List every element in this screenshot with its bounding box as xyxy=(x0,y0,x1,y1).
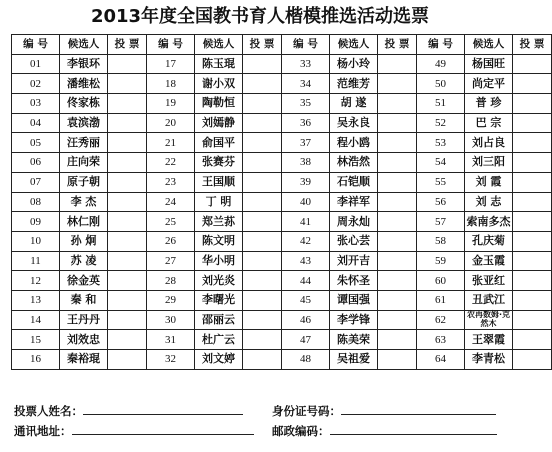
candidate-number: 46 xyxy=(282,310,330,330)
candidate-number: 62 xyxy=(417,310,465,330)
vote-box[interactable] xyxy=(513,54,552,74)
vote-box[interactable] xyxy=(108,113,147,133)
candidate-number: 16 xyxy=(12,350,60,370)
vote-box[interactable] xyxy=(378,153,417,173)
ballot-body xyxy=(12,54,552,369)
candidate-number: 31 xyxy=(147,330,195,350)
header-number: 编 号 xyxy=(417,35,465,55)
candidate-name: 吴永良 xyxy=(330,113,378,133)
candidate-number: 55 xyxy=(417,172,465,192)
vote-box[interactable] xyxy=(243,94,282,114)
vote-box[interactable] xyxy=(378,54,417,74)
candidate-name: 杨小玲 xyxy=(330,54,378,74)
id-number-label: 身份证号码： xyxy=(272,404,341,418)
candidate-number: 28 xyxy=(147,271,195,291)
vote-box[interactable] xyxy=(513,133,552,153)
header-number: 编 号 xyxy=(12,35,60,55)
candidate-number: 23 xyxy=(147,172,195,192)
vote-box[interactable] xyxy=(243,133,282,153)
table-row xyxy=(12,271,552,291)
candidate-number: 57 xyxy=(417,212,465,232)
candidate-number: 17 xyxy=(147,54,195,74)
candidate-number: 48 xyxy=(282,350,330,370)
candidate-number: 41 xyxy=(282,212,330,232)
vote-box[interactable] xyxy=(513,212,552,232)
candidate-number: 40 xyxy=(282,192,330,212)
vote-box[interactable] xyxy=(513,271,552,291)
vote-box[interactable] xyxy=(378,310,417,330)
candidate-number: 27 xyxy=(147,251,195,271)
candidate-number: 22 xyxy=(147,153,195,173)
candidate-name: 袁滨渤 xyxy=(60,113,108,133)
candidate-number: 32 xyxy=(147,350,195,370)
candidate-name: 范维芳 xyxy=(330,74,378,94)
candidate-number: 35 xyxy=(282,94,330,114)
candidate-name: 秦裕琨 xyxy=(60,350,108,370)
candidate-name: 王翠霞 xyxy=(465,330,513,350)
candidate-name: 张心芸 xyxy=(330,231,378,251)
candidate-name: 朱怀圣 xyxy=(330,271,378,291)
candidate-name: 刘嫣静 xyxy=(195,113,243,133)
candidate-name: 刘占良 xyxy=(465,133,513,153)
header-candidate: 候选人 xyxy=(60,35,108,55)
candidate-number: 60 xyxy=(417,271,465,291)
candidate-name: 谢小双 xyxy=(195,74,243,94)
vote-box[interactable] xyxy=(378,74,417,94)
candidate-name: 刘 霞 xyxy=(465,172,513,192)
header-candidate: 候选人 xyxy=(330,35,378,55)
candidate-name: 农再数姆·克然木 xyxy=(465,310,513,330)
vote-box[interactable] xyxy=(378,231,417,251)
vote-box[interactable] xyxy=(108,271,147,291)
candidate-number: 39 xyxy=(282,172,330,192)
vote-box[interactable] xyxy=(243,350,282,370)
candidate-number: 56 xyxy=(417,192,465,212)
candidate-number: 19 xyxy=(147,94,195,114)
candidate-name: 吴祖爱 xyxy=(330,350,378,370)
vote-box[interactable] xyxy=(378,212,417,232)
candidate-name: 周永灿 xyxy=(330,212,378,232)
candidate-name: 普 珍 xyxy=(465,94,513,114)
ballot-title: 2013年度全国教书育人楷模推选活动选票 xyxy=(90,6,430,27)
candidate-number: 15 xyxy=(12,330,60,350)
candidate-number: 01 xyxy=(12,54,60,74)
candidate-name: 李曙光 xyxy=(195,290,243,310)
header-number: 编 号 xyxy=(147,35,195,55)
table-row xyxy=(12,54,552,74)
id-number-field[interactable] xyxy=(341,402,496,415)
candidate-name: 刘开吉 xyxy=(330,251,378,271)
vote-box[interactable] xyxy=(108,350,147,370)
table-row xyxy=(12,350,552,370)
vote-box[interactable] xyxy=(513,310,552,330)
candidate-name: 李银环 xyxy=(60,54,108,74)
vote-box[interactable] xyxy=(108,330,147,350)
vote-box[interactable] xyxy=(513,74,552,94)
vote-box[interactable] xyxy=(243,172,282,192)
candidate-name: 陈玉琨 xyxy=(195,54,243,74)
candidate-number: 51 xyxy=(417,94,465,114)
candidate-name: 孔庆菊 xyxy=(465,231,513,251)
candidate-number: 26 xyxy=(147,231,195,251)
vote-box[interactable] xyxy=(108,153,147,173)
candidate-number: 43 xyxy=(282,251,330,271)
candidate-number: 54 xyxy=(417,153,465,173)
vote-box[interactable] xyxy=(108,54,147,74)
candidate-name: 林浩然 xyxy=(330,153,378,173)
candidate-name: 杜广云 xyxy=(195,330,243,350)
vote-box[interactable] xyxy=(513,94,552,114)
candidate-name: 徐金英 xyxy=(60,271,108,291)
voter-name-label: 投票人姓名： xyxy=(14,404,83,418)
vote-box[interactable] xyxy=(513,172,552,192)
candidate-number: 37 xyxy=(282,133,330,153)
candidate-number: 03 xyxy=(12,94,60,114)
candidate-number: 20 xyxy=(147,113,195,133)
vote-box[interactable] xyxy=(378,172,417,192)
header-vote: 投 票 xyxy=(243,35,282,55)
address-field[interactable] xyxy=(72,422,254,435)
vote-box[interactable] xyxy=(243,251,282,271)
candidate-number: 11 xyxy=(12,251,60,271)
candidate-name: 张赛芬 xyxy=(195,153,243,173)
vote-box[interactable] xyxy=(108,251,147,271)
candidate-number: 44 xyxy=(282,271,330,291)
vote-box[interactable] xyxy=(378,290,417,310)
candidate-number: 61 xyxy=(417,290,465,310)
header-vote: 投 票 xyxy=(513,35,552,55)
candidate-number: 52 xyxy=(417,113,465,133)
candidate-name: 刘文婷 xyxy=(195,350,243,370)
vote-box[interactable] xyxy=(243,271,282,291)
postcode-label: 邮政编码： xyxy=(272,424,330,438)
candidate-name: 杨国旺 xyxy=(465,54,513,74)
vote-box[interactable] xyxy=(513,192,552,212)
candidate-name: 林仁刚 xyxy=(60,212,108,232)
candidate-name: 刘 志 xyxy=(465,192,513,212)
candidate-name: 索南多杰 xyxy=(465,212,513,232)
vote-box[interactable] xyxy=(378,251,417,271)
vote-box[interactable] xyxy=(243,212,282,232)
candidate-number: 36 xyxy=(282,113,330,133)
vote-box[interactable] xyxy=(378,133,417,153)
vote-box[interactable] xyxy=(513,231,552,251)
vote-box[interactable] xyxy=(513,113,552,133)
candidate-name: 刘效忠 xyxy=(60,330,108,350)
vote-box[interactable] xyxy=(108,133,147,153)
candidate-number: 12 xyxy=(12,271,60,291)
candidate-number: 42 xyxy=(282,231,330,251)
candidate-name: 陶勒恒 xyxy=(195,94,243,114)
vote-box[interactable] xyxy=(378,192,417,212)
candidate-name: 孙 炯 xyxy=(60,231,108,251)
candidate-name: 李学锋 xyxy=(330,310,378,330)
vote-box[interactable] xyxy=(513,290,552,310)
table-row xyxy=(12,153,552,173)
vote-box[interactable] xyxy=(513,330,552,350)
vote-box[interactable] xyxy=(108,290,147,310)
vote-box[interactable] xyxy=(108,172,147,192)
vote-box[interactable] xyxy=(108,94,147,114)
candidate-number: 49 xyxy=(417,54,465,74)
candidate-number: 30 xyxy=(147,310,195,330)
candidate-number: 06 xyxy=(12,153,60,173)
candidate-name: 邵丽云 xyxy=(195,310,243,330)
candidate-name: 王丹丹 xyxy=(60,310,108,330)
candidate-name: 秦 和 xyxy=(60,290,108,310)
vote-box[interactable] xyxy=(378,94,417,114)
header-candidate: 候选人 xyxy=(465,35,513,55)
ballot-table xyxy=(11,34,552,370)
candidate-number: 05 xyxy=(12,133,60,153)
header-vote: 投 票 xyxy=(378,35,417,55)
candidate-number: 02 xyxy=(12,74,60,94)
table-row xyxy=(12,231,552,251)
address-row xyxy=(14,422,254,440)
vote-box[interactable] xyxy=(243,310,282,330)
vote-box[interactable] xyxy=(243,330,282,350)
voter-info xyxy=(0,400,520,450)
vote-box[interactable] xyxy=(243,54,282,74)
vote-box[interactable] xyxy=(108,192,147,212)
candidate-name: 巴 宗 xyxy=(465,113,513,133)
candidate-name: 金玉霞 xyxy=(465,251,513,271)
candidate-name: 俞国平 xyxy=(195,133,243,153)
candidate-number: 08 xyxy=(12,192,60,212)
vote-box[interactable] xyxy=(108,310,147,330)
vote-box[interactable] xyxy=(243,74,282,94)
table-row xyxy=(12,212,552,232)
candidate-name: 王国顺 xyxy=(195,172,243,192)
candidate-number: 07 xyxy=(12,172,60,192)
candidate-number: 64 xyxy=(417,350,465,370)
candidate-number: 09 xyxy=(12,212,60,232)
candidate-number: 47 xyxy=(282,330,330,350)
candidate-name: 张亚红 xyxy=(465,271,513,291)
candidate-number: 25 xyxy=(147,212,195,232)
candidate-number: 38 xyxy=(282,153,330,173)
vote-box[interactable] xyxy=(513,350,552,370)
candidate-number: 34 xyxy=(282,74,330,94)
candidate-number: 21 xyxy=(147,133,195,153)
candidate-name: 郑兰荪 xyxy=(195,212,243,232)
candidate-name: 潘维松 xyxy=(60,74,108,94)
candidate-name: 华小明 xyxy=(195,251,243,271)
voter-name-field[interactable] xyxy=(83,402,243,415)
header-row xyxy=(12,35,552,55)
candidate-number: 53 xyxy=(417,133,465,153)
table-row xyxy=(12,113,552,133)
candidate-name: 刘三阳 xyxy=(465,153,513,173)
candidate-name: 陈文明 xyxy=(195,231,243,251)
candidate-name: 程小鸥 xyxy=(330,133,378,153)
vote-box[interactable] xyxy=(243,290,282,310)
candidate-name: 李青松 xyxy=(465,350,513,370)
candidate-name: 庄向荣 xyxy=(60,153,108,173)
candidate-number: 58 xyxy=(417,231,465,251)
candidate-number: 59 xyxy=(417,251,465,271)
vote-box[interactable] xyxy=(378,330,417,350)
candidate-name: 石铠顺 xyxy=(330,172,378,192)
candidate-number: 10 xyxy=(12,231,60,251)
candidate-name: 丑武江 xyxy=(465,290,513,310)
candidate-name: 刘光炎 xyxy=(195,271,243,291)
table-row xyxy=(12,310,552,330)
table-row xyxy=(12,251,552,271)
address-label: 通讯地址： xyxy=(14,424,72,438)
header-number: 编 号 xyxy=(282,35,330,55)
candidate-number: 13 xyxy=(12,290,60,310)
vote-box[interactable] xyxy=(513,153,552,173)
table-row xyxy=(12,192,552,212)
vote-box[interactable] xyxy=(108,231,147,251)
table-row xyxy=(12,133,552,153)
table-row xyxy=(12,330,552,350)
candidate-number: 29 xyxy=(147,290,195,310)
candidate-number: 45 xyxy=(282,290,330,310)
candidate-number: 33 xyxy=(282,54,330,74)
candidate-name: 佟家栋 xyxy=(60,94,108,114)
candidate-name: 谭国强 xyxy=(330,290,378,310)
candidate-number: 04 xyxy=(12,113,60,133)
candidate-name: 尚定平 xyxy=(465,74,513,94)
postcode-field[interactable] xyxy=(330,422,497,435)
vote-box[interactable] xyxy=(243,231,282,251)
header-vote: 投 票 xyxy=(108,35,147,55)
vote-box[interactable] xyxy=(378,113,417,133)
vote-box[interactable] xyxy=(378,350,417,370)
id-number-row xyxy=(272,402,496,420)
candidate-name: 胡 遂 xyxy=(330,94,378,114)
candidate-name: 陈美荣 xyxy=(330,330,378,350)
vote-box[interactable] xyxy=(108,74,147,94)
vote-box[interactable] xyxy=(243,153,282,173)
vote-box[interactable] xyxy=(108,212,147,232)
candidate-number: 63 xyxy=(417,330,465,350)
vote-box[interactable] xyxy=(378,271,417,291)
candidate-number: 14 xyxy=(12,310,60,330)
table-row xyxy=(12,172,552,192)
table-row xyxy=(12,94,552,114)
table-row xyxy=(12,290,552,310)
candidate-number: 18 xyxy=(147,74,195,94)
header-candidate: 候选人 xyxy=(195,35,243,55)
candidate-number: 50 xyxy=(417,74,465,94)
candidate-number: 24 xyxy=(147,192,195,212)
vote-box[interactable] xyxy=(513,251,552,271)
candidate-name: 苏 凌 xyxy=(60,251,108,271)
vote-box[interactable] xyxy=(243,192,282,212)
vote-box[interactable] xyxy=(243,113,282,133)
postcode-row xyxy=(272,422,497,440)
candidate-name: 李祥军 xyxy=(330,192,378,212)
candidate-name: 丁 明 xyxy=(195,192,243,212)
candidate-name: 原子朝 xyxy=(60,172,108,192)
table-row xyxy=(12,74,552,94)
candidate-name: 汪秀丽 xyxy=(60,133,108,153)
candidate-name: 李 杰 xyxy=(60,192,108,212)
voter-name-row xyxy=(14,402,243,420)
